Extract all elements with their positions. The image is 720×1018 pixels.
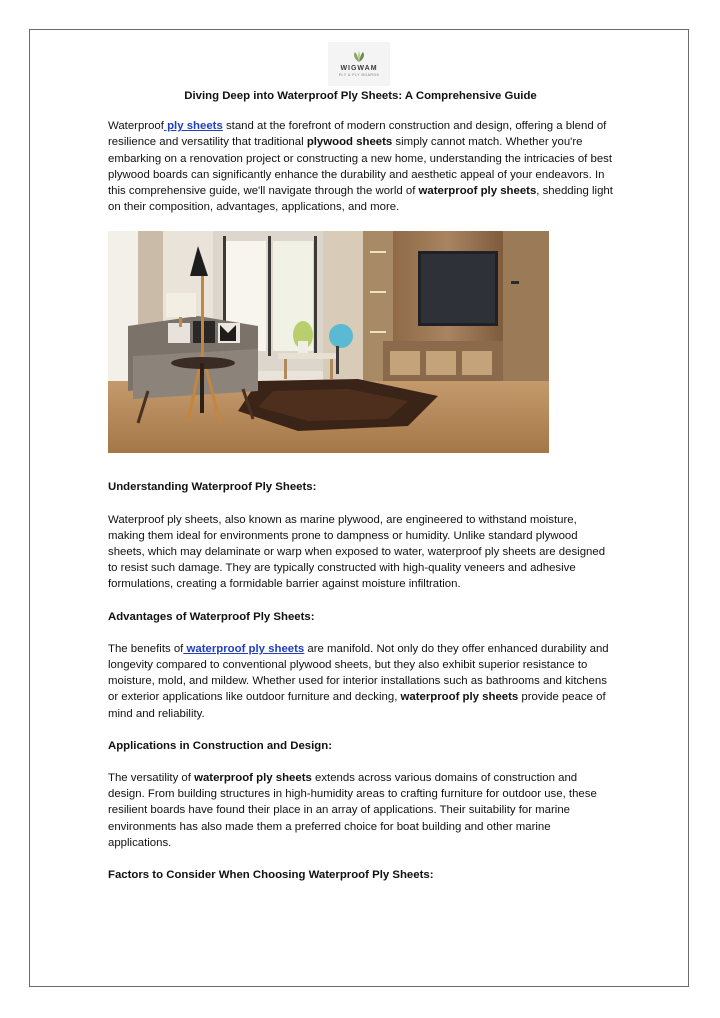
intro-paragraph bbox=[108, 118, 613, 215]
applications-text-1: The versatility of bbox=[108, 772, 195, 785]
logo-tagline: PLY & PLY BOARDS bbox=[338, 73, 380, 77]
applications-text-2: extends across various domains of construction and design. From building structures in high-humidity areas to crafting furniture for outdoor use, these resilient boards have found their place in an array of applications. Their suitability for marine environments has also made them a preferred choice for boat building and other marine applications. bbox=[108, 772, 597, 849]
intro-bold-1: plywood sheets bbox=[306, 136, 393, 149]
advantages-text-2: are manifold. Not only do they offer enhanced durability and longevity compared to conventional plywood sheets, but they also exhibit superior resistance to moisture, mold, and mildew. Whether used for interior installations such as bathrooms and kitchens or exterior applications like outdoor furniture and decking, bbox=[108, 642, 609, 704]
document-body bbox=[108, 84, 613, 899]
advantages-text-3: provide peace of mind and reliability. bbox=[108, 691, 606, 720]
waterproof-ply-sheets-link[interactable]: waterproof ply sheets bbox=[183, 642, 305, 655]
section-heading-understanding: Understanding Waterproof Ply Sheets: bbox=[108, 481, 317, 494]
intro-text-3: simply cannot match. Whether you're embarking on a renovation project or constructing a new home, understanding the intricacies of best plywood boards can significantly enhance the durability and aesthetic appeal of your endeavors. In this comprehensive guide, we'll navigate through the world of bbox=[108, 136, 613, 198]
brand-logo bbox=[328, 42, 390, 86]
applications-bold-1: waterproof ply sheets bbox=[194, 772, 312, 785]
living-room-photo bbox=[108, 231, 549, 453]
intro-text-2: stand at the forefront of modern construction and design, offering a blend of resilience and versatility that traditional bbox=[108, 120, 607, 149]
advantages-bold-1: waterproof ply sheets bbox=[400, 691, 519, 704]
logo-name: WIGWAM bbox=[340, 65, 378, 72]
intro-text-1: Waterproof bbox=[108, 120, 164, 133]
ply-sheets-link[interactable]: ply sheets bbox=[163, 120, 223, 133]
section-heading-advantages: Advantages of Waterproof Ply Sheets: bbox=[108, 610, 315, 623]
section-body-advantages bbox=[108, 641, 613, 722]
section-heading-applications: Applications in Construction and Design: bbox=[108, 739, 333, 752]
advantages-text-1: The benefits of bbox=[108, 642, 184, 655]
intro-bold-2: waterproof ply sheets bbox=[418, 185, 537, 198]
section-heading-factors: Factors to Consider When Choosing Waterproof Ply Sheets: bbox=[108, 869, 434, 882]
intro-text-4: , shedding light on their composition, advantages, applications, and more. bbox=[108, 185, 613, 214]
section-body-understanding: Waterproof ply sheets, also known as marine plywood, are engineered to withstand moisture, making them ideal for environments prone to dampness or humidity. Unlike standard plywood sheets, which may delaminate or warp when exposed to water, waterproof ply sheets are designed to resist such damage. They are typically constructed with high-quality veneers and adhesive formulations, creating a formidable barrier against moisture infiltration. bbox=[108, 513, 606, 591]
page-title: Diving Deep into Waterproof Ply Sheets: A Comprehensive Guide bbox=[184, 90, 537, 102]
leaf-icon bbox=[352, 51, 366, 63]
section-body-applications bbox=[108, 770, 613, 851]
